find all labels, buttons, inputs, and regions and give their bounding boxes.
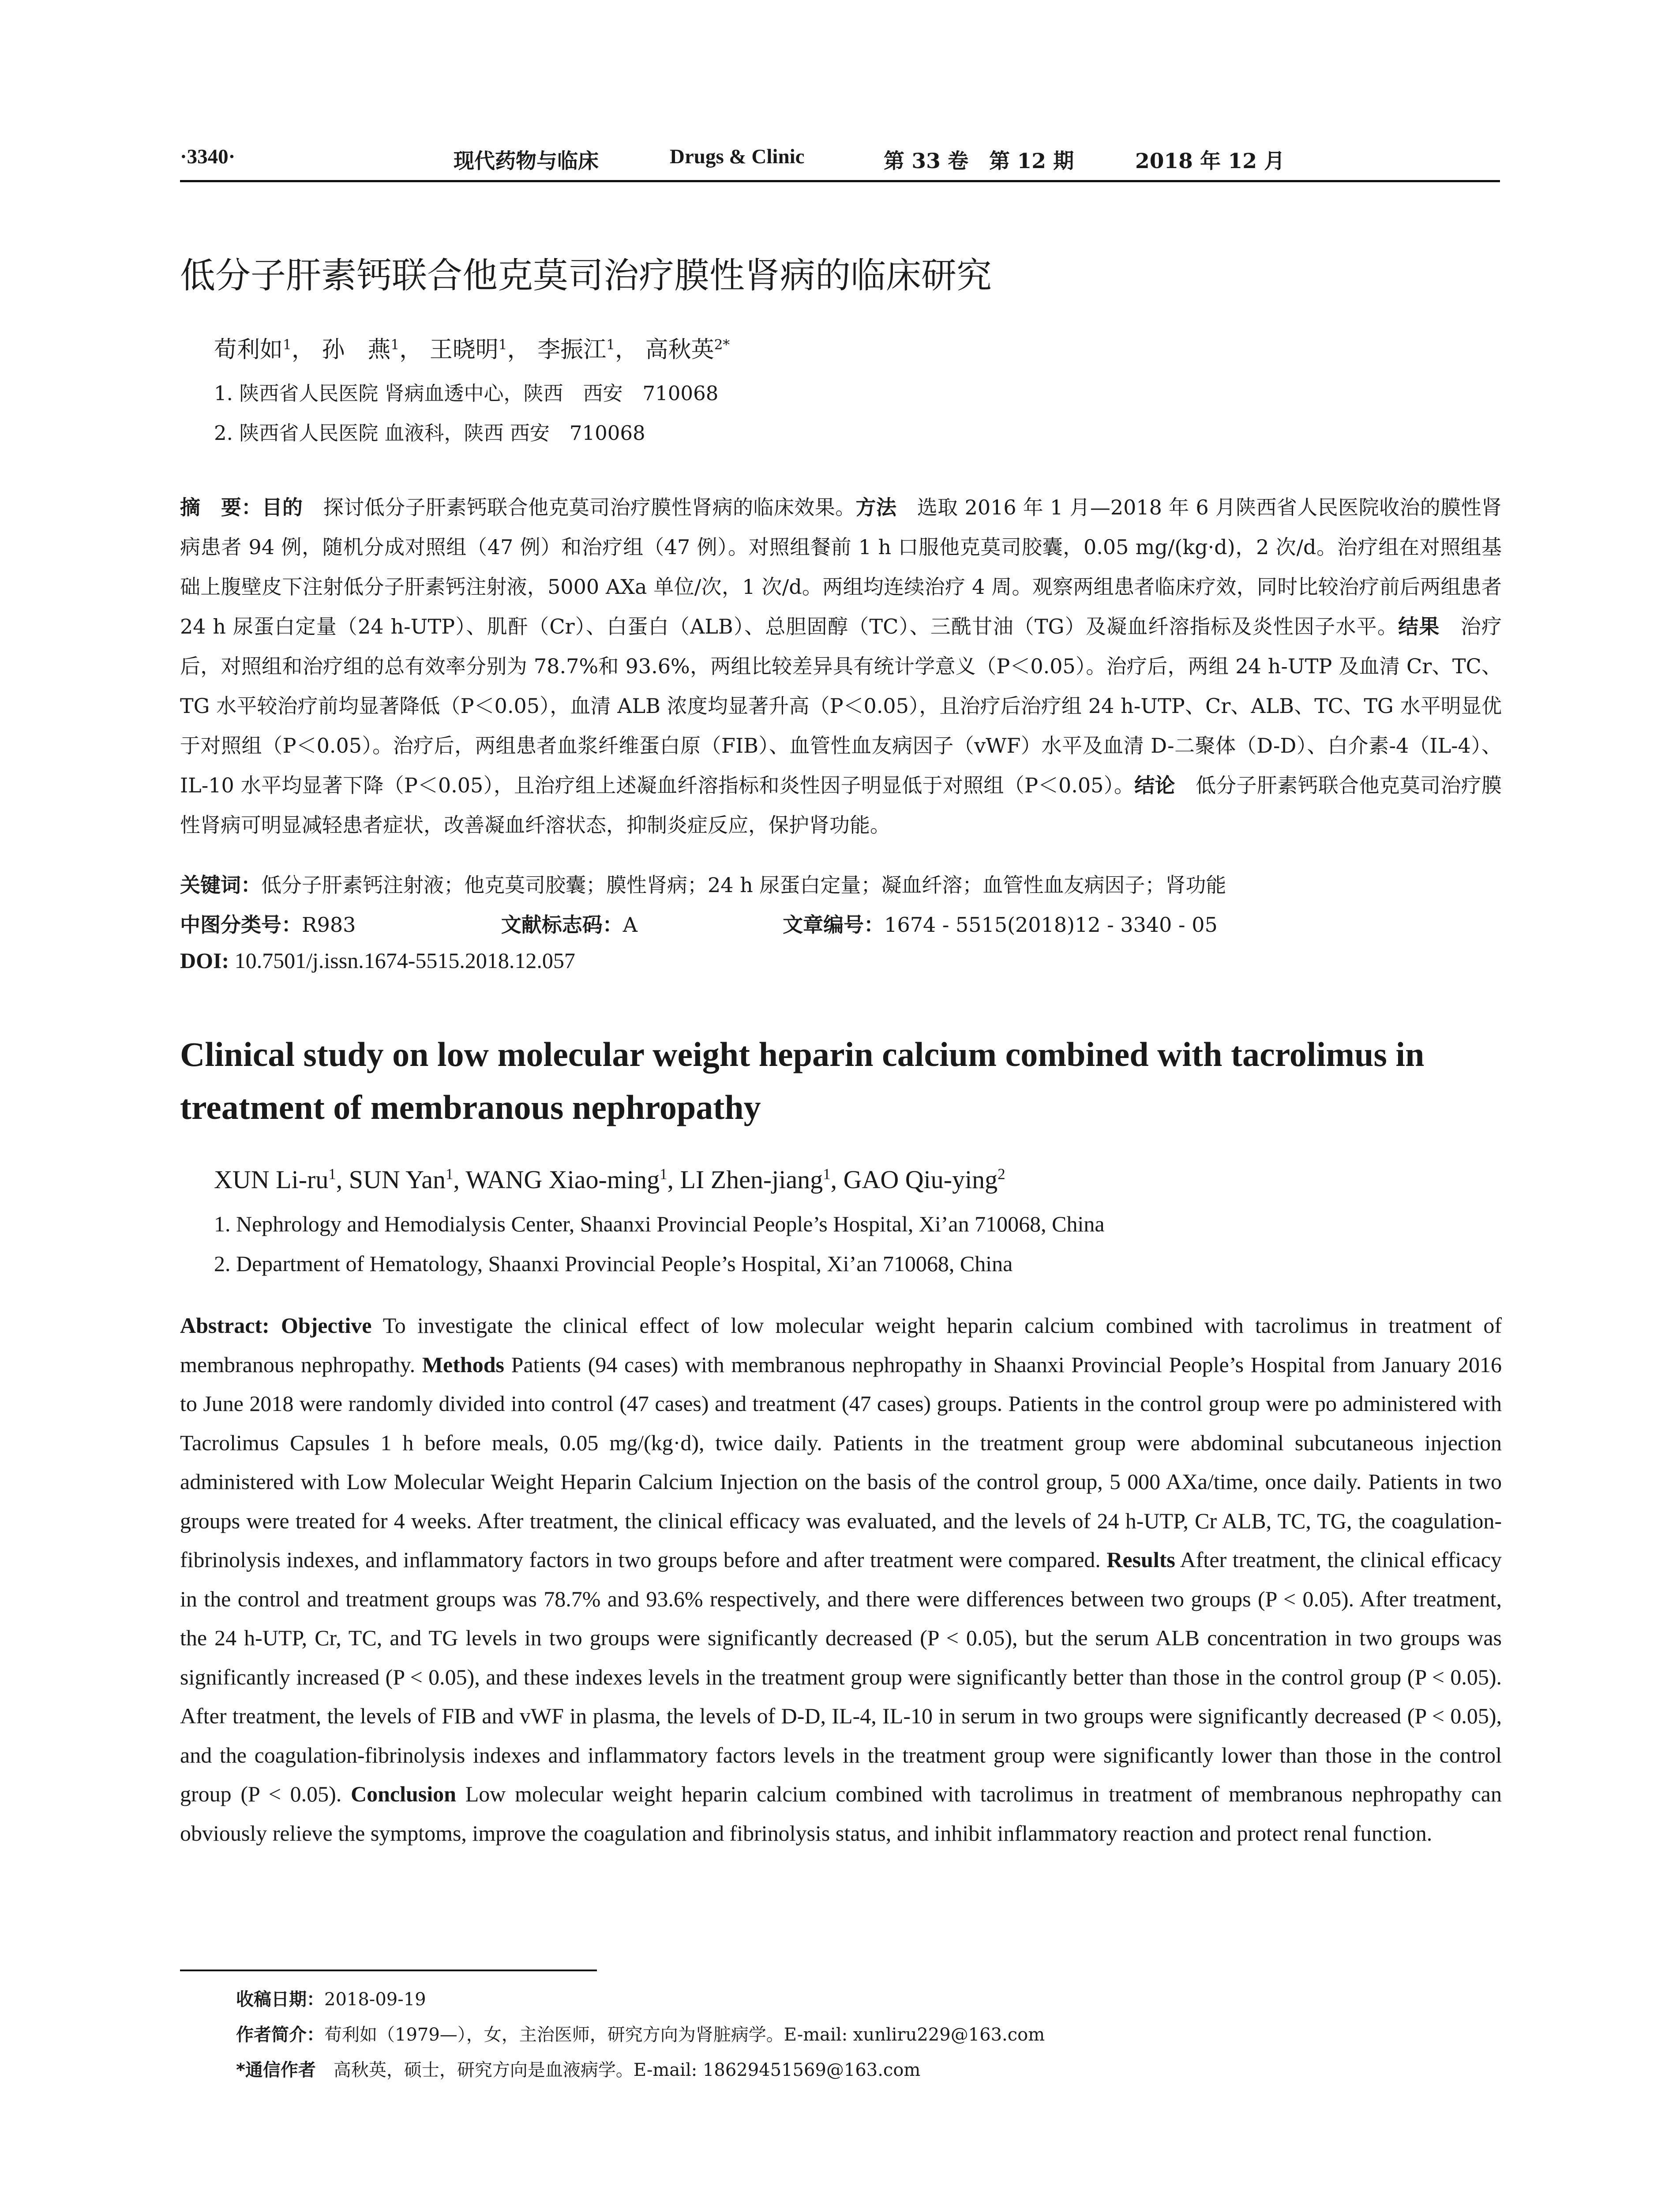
author-name: GAO Qiu-ying bbox=[843, 1165, 998, 1194]
corresponding-author bbox=[236, 2056, 920, 2081]
author-affil-sup: 1 bbox=[498, 337, 507, 353]
author-affil-sup: 2* bbox=[714, 337, 730, 353]
affiliation-cn-2: 2. 陕西省人民医院 血液科，陕西 西安 710068 bbox=[214, 421, 645, 445]
keywords-label: 关键词： bbox=[180, 873, 261, 897]
results-label: 结果 bbox=[1398, 615, 1440, 638]
author-affil-sup: 1 bbox=[606, 337, 615, 353]
affiliation-en-1: 1. Nephrology and Hemodialysis Center, Shaanxi Provincial People’s Hospital, Xi’an 710068, China bbox=[214, 1212, 1105, 1236]
conclusion-label: Conclusion bbox=[351, 1782, 456, 1806]
author-name: 王晓明 bbox=[429, 337, 499, 363]
page-number: ·3340· bbox=[180, 145, 236, 168]
doi-link[interactable]: 10.7501/j.issn.1674-5515.2018.12.057 bbox=[229, 948, 575, 973]
author-affil-sup: 2 bbox=[998, 1165, 1005, 1183]
article-no-label: 文章编号： bbox=[783, 913, 885, 937]
author-affil-sup: 1 bbox=[390, 337, 400, 353]
affiliation-en-2: 2. Department of Hematology, Shaanxi Provincial People’s Hospital, Xi’an 710068, China bbox=[214, 1251, 1013, 1276]
author-affil-sup: 1 bbox=[660, 1165, 668, 1183]
author-list-en: XUN $Li-ru^1$, SUN Yan$^1$, WANG Xiao-ming$^1$, LI Zhen-jiang$^1$, GAO Qiu-ying$^2$ bbox=[214, 1165, 1005, 1194]
methods-text: Patients (94 cases) with membranous nephropathy in Shaanxi Provincial People’s Hospital from January 2016 to June 2018 were randomly divided into control (47 cases) and treatment (47 cases) groups. Patients in the control group were po administered with Tacrolimus Capsules 1 h before meals, 0.05 mg/(kg·d), twice daily. Patients in the treatment group were abdominal subcutaneous injection administered with Low Molecular Weight Heparin Calcium Injection on the basis of the control group, 5 000 AXa/time, once daily. Patients in two groups were treated for 4 weeks. After treatment, the clinical efficacy was evaluated, and the levels of 24 h-UTP, Cr ALB, TC, TG, the coagulation-fibrinolysis indexes, and inflammatory factors in two groups before and after treatment were compared. bbox=[180, 1352, 1502, 1572]
footnote-rule bbox=[180, 1970, 597, 1971]
issue-date: 2018 年 12 月 bbox=[1135, 149, 1285, 173]
conclusion-text: Low molecular weight heparin calcium combined with tacrolimus in treatment of membranous nephropathy can obviously relieve the symptoms, improve the coagulation and fibrinolysis status, and inhibit inflammatory reaction and protect renal function. bbox=[180, 1782, 1502, 1846]
clc-value: R983 bbox=[302, 913, 356, 937]
article-title-cn: 低分子肝素钙联合他克莫司治疗膜性肾病的临床研究 bbox=[180, 255, 992, 296]
clc-label: 中图分类号： bbox=[180, 913, 302, 937]
abstract-en bbox=[180, 1306, 1502, 1853]
keywords-text: 低分子肝素钙注射液；他克莫司胶囊；膜性肾病；24 h 尿蛋白定量；凝血纤溶；血管性血友病因子；肾功能 bbox=[261, 873, 1226, 897]
conclusion-text: 低分子肝素钙联合他克莫司治疗膜性肾病可明显减轻患者症状，改善凝血纤溶状态，抑制炎症反应，保护肾功能。 bbox=[180, 773, 1502, 837]
author-name: 李振江 bbox=[537, 337, 607, 363]
article-title-en: Clinical study on low molecular weight heparin calcium combined with tacrolimus in treatment of membranous nephropathy bbox=[180, 1035, 1425, 1126]
author-bio bbox=[236, 2021, 1045, 2046]
corr-text: 高秋英，硕士，研究方向是血液病学。E-mail: 18629451569@163.com bbox=[315, 2060, 921, 2080]
results-text: After treatment, the clinical efficacy in the control and treatment groups was 78.7% and 93.6% respectively, and there were differences between two groups (P < 0.05). After treatment, the 24 h-UTP, Cr, TC, and TG levels in two groups were significantly decreased (P < 0.05), but the serum ALB concentration in two groups was significantly increased (P < 0.05), and these indexes levels in the treatment group were significantly better than those in the control group (P < 0.05). After treatment, the levels of FIB and vWF in plasma, the levels of D-D, IL-4, IL-10 in serum in two groups were significantly decreased (P < 0.05), and the coagulation-fibrinolysis indexes and inflammatory factors levels in the treatment group were significantly lower than those in the control group (P < 0.05). bbox=[180, 1547, 1502, 1806]
journal-name-cn: 现代药物与临床 bbox=[454, 149, 599, 173]
doc-code-label: 文献标志码： bbox=[501, 913, 623, 937]
author-name: 高秋英 bbox=[645, 337, 714, 363]
received-label: 收稿日期： bbox=[236, 1989, 324, 2010]
volume-issue: 第 33 卷 第 12 期 bbox=[884, 149, 1074, 173]
received-date bbox=[236, 1985, 426, 2011]
doi-label: DOI: bbox=[180, 948, 229, 973]
journal-name-en: Drugs & Clinic bbox=[670, 145, 805, 168]
author-affil-sup: 1 bbox=[445, 1165, 454, 1183]
abstract-cn bbox=[180, 488, 1502, 845]
bio-text: 荀利如（1979—），女，主治医师，研究方向为肾脏病学。E-mail: xunliru229@163.com bbox=[324, 2025, 1045, 2045]
running-header bbox=[180, 140, 1500, 182]
author-name: WANG Xiao-ming bbox=[465, 1165, 660, 1194]
keywords-cn bbox=[180, 869, 1226, 898]
results-label: Results bbox=[1106, 1547, 1175, 1572]
corr-label: *通信作者 bbox=[236, 2060, 316, 2080]
objective-text: 探讨低分子肝素钙联合他克莫司治疗膜性肾病的临床效果。 bbox=[303, 495, 856, 519]
results-text: 治疗后，对照组和治疗组的总有效率分别为 78.7%和 93.6%，两组比较差异具有统计学意义（P＜0.05）。治疗后，两组 24 h-UTP 及血清 Cr、TC、TG 水平较治疗前均显著降低（P＜0.05），血清 ALB 浓度均显著升高（P＜0.05），且治疗后治疗组 24 h-UTP、Cr、ALB、TC、TG 水平明显优于对照组（P＜0.05）。治疗后，两组患者血浆纤维蛋白原（FIB）、血管性血友病因子（vWF）水平及血清 D-二聚体（D-D）、白介素-4（IL-4）、IL-10 水平均显著下降（P＜0.05），且治疗组上述凝血纤溶指标和炎性因子明显低于对照组（P＜0.05）。 bbox=[180, 615, 1502, 797]
bio-label: 作者简介： bbox=[236, 2025, 324, 2045]
affiliation-cn-1: 1. 陕西省人民医院 肾病血透中心，陕西 西安 710068 bbox=[214, 382, 719, 405]
author-affil-sup: 1 bbox=[823, 1165, 831, 1183]
author-name: SUN Yan bbox=[349, 1165, 446, 1194]
conclusion-label: 结论 bbox=[1134, 773, 1175, 797]
received-value: 2018-09-19 bbox=[324, 1989, 426, 2010]
classification-line bbox=[180, 909, 1218, 938]
author-name: LI Zhen-jiang bbox=[680, 1165, 823, 1194]
methods-label: 方法 bbox=[855, 495, 897, 519]
abstract-label: Abstract: bbox=[180, 1313, 270, 1338]
methods-text: 选取 2016 年 1 月—2018 年 6 月陕西省人民医院收治的膜性肾病患者 94 例，随机分成对照组（47 例）和治疗组（47 例）。对照组餐前 1 h 口服他克莫司胶囊，0.05 mg/(kg·d)，2 次/d。治疗组在对照组基础上腹壁皮下注射低分子肝素钙注射液，5000 AXa 单位/次，1 次/d。两组均连续治疗 4 周。观察两组患者临床疗效，同时比较治疗前后两组患者 24 h 尿蛋白定量（24 h-UTP）、肌酐（Cr）、白蛋白（ALB）、总胆固醇（TC）、三酰甘油（TG）及凝血纤溶指标及炎性因子水平。 bbox=[180, 495, 1502, 638]
author-affil-sup: 1 bbox=[328, 1165, 336, 1183]
author-name: XUN Li-ru bbox=[214, 1165, 329, 1194]
methods-label: Methods bbox=[422, 1352, 504, 1377]
doi-line bbox=[180, 948, 575, 973]
author-name: 孙 燕 bbox=[322, 337, 391, 363]
author-list-cn: 荀利如$^1$， 孙 燕$^1$， 王晓明$^1$， 李振江$^1$， 高秋英$^{2*}$ bbox=[214, 337, 730, 363]
author-affil-sup: 1 bbox=[283, 337, 292, 353]
objective-label: Objective bbox=[281, 1313, 372, 1338]
author-name: 荀利如 bbox=[214, 337, 283, 363]
doc-code-value: A bbox=[622, 913, 638, 937]
objective-text: To investigate the clinical effect of low molecular weight heparin calcium combined with tacrolimus in treatment of membranous nephropathy. bbox=[180, 1313, 1502, 1377]
abstract-label: 摘 要： bbox=[180, 495, 262, 519]
objective-label: 目的 bbox=[262, 495, 303, 519]
article-no-value: 1674 - 5515(2018)12 - 3340 - 05 bbox=[884, 913, 1218, 937]
